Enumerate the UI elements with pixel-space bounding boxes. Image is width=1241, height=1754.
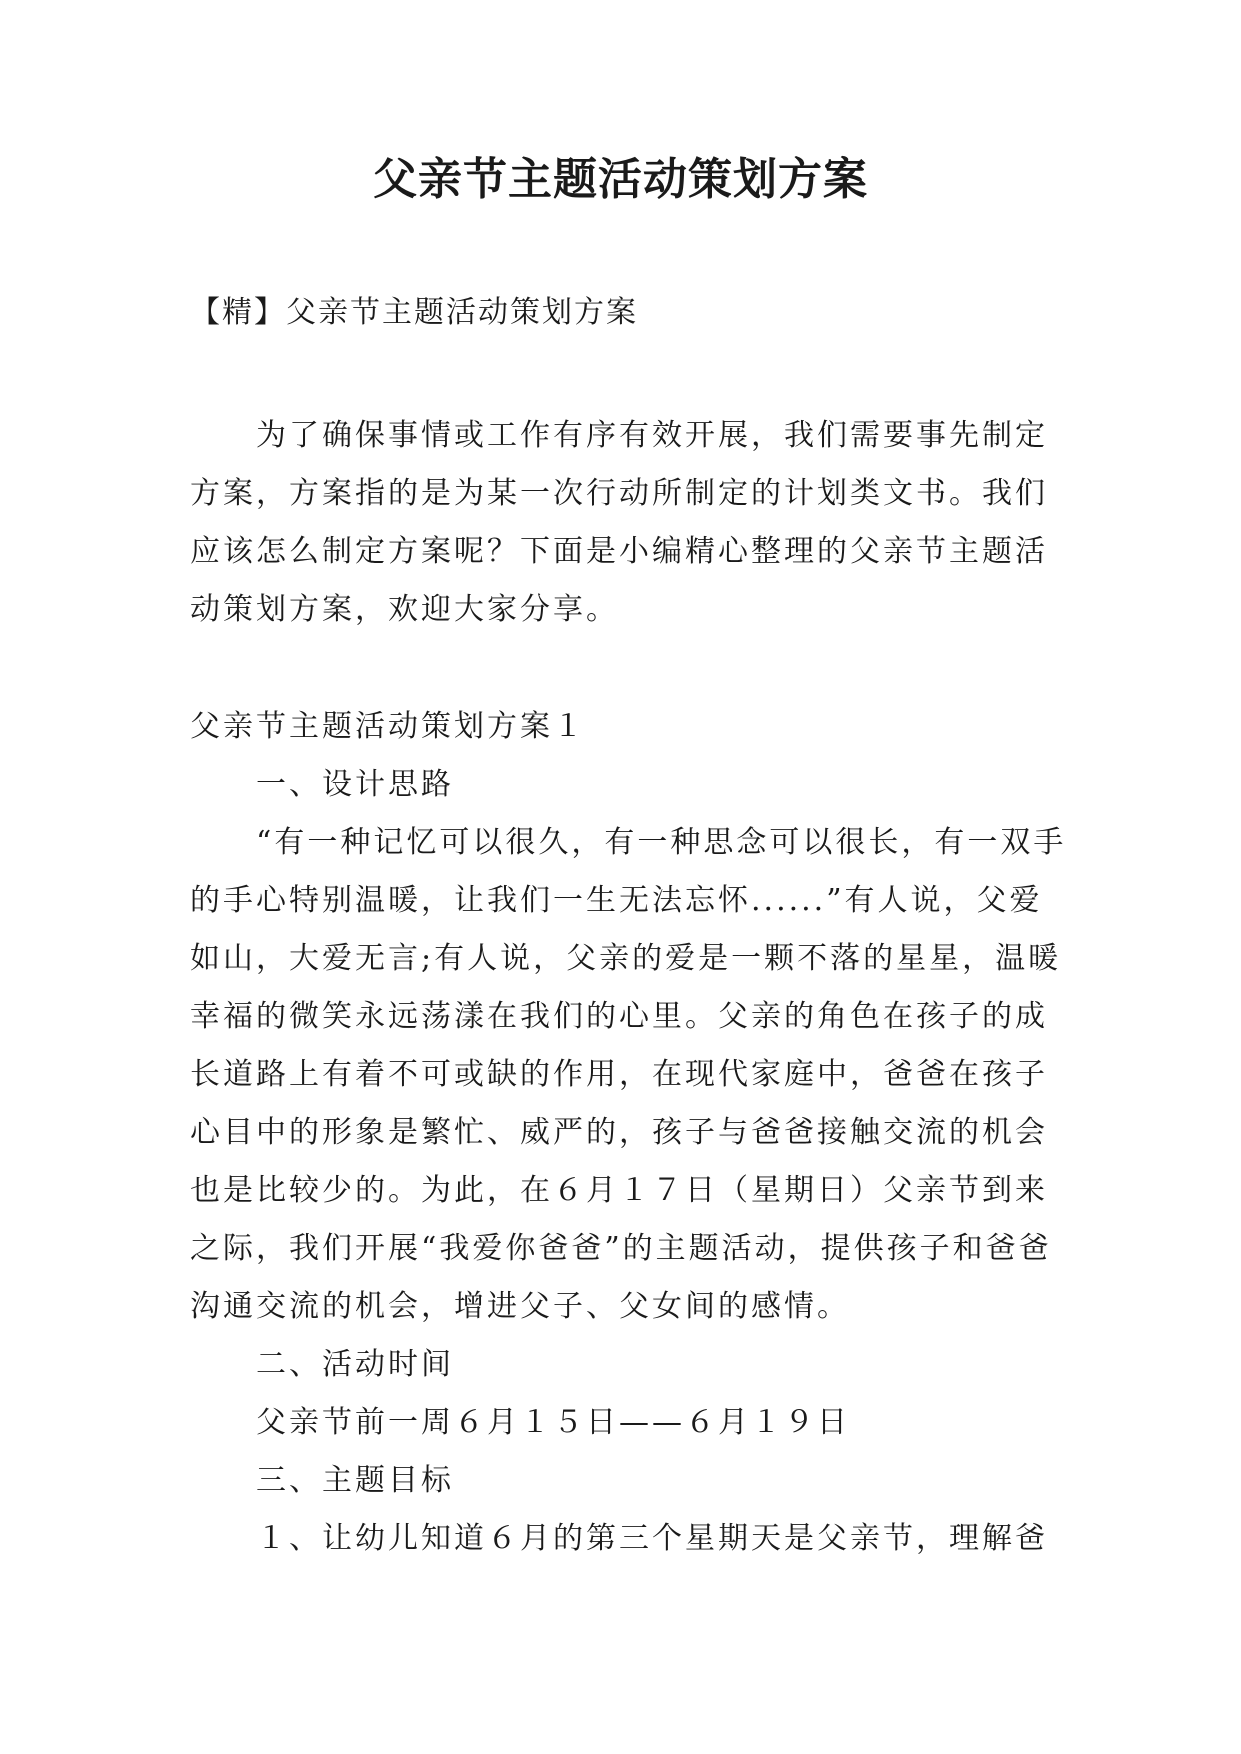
document-body <box>190 698 1070 1568</box>
design-paragraph: “有一种记忆可以很久，有一种思念可以很长，有一双手的手心特别温暖，让我们一生无法忘怀......”有人说，父爱如山，大爱无言;有人说，父亲的爱是一颗不落的星星，温暖幸福的微笑永远荡漾在我们的心里。父亲的角色在孩子的成长道路上有着不可或缺的作用，在现代家庭中，爸爸在孩子心目中的形象是繁忙、威严的，孩子与爸爸接触交流的机会也是比较少的。为此，在６月１７日（星期日）父亲节到来之际，我们开展“我爱你爸爸”的主题活动，提供孩子和爸爸沟通交流的机会，增进父子、父女间的感情。 <box>190 825 1067 1324</box>
document-subtitle: 【精】父亲节主题活动策划方案 <box>190 295 638 330</box>
goal-item-1: １、让幼儿知道６月的第三个星期天是父亲节，理解爸 <box>256 1521 1048 1556</box>
heading-design: 一、设计思路 <box>256 767 454 802</box>
section-title: 父亲节主题活动策划方案１ <box>190 709 586 744</box>
time-paragraph: 父亲节前一周６月１５日——６月１９日 <box>256 1405 850 1440</box>
document-title: 父亲节主题活动策划方案 <box>373 154 868 205</box>
intro-paragraph: 为了确保事情或工作有序有效开展，我们需要事先制定方案，方案指的是为某一次行动所制定的计划类文书。我们应该怎么制定方案呢？下面是小编精心整理的父亲节主题活动策划方案，欢迎大家分享。 <box>190 418 1048 627</box>
heading-time: 二、活动时间 <box>256 1347 454 1382</box>
heading-goal: 三、主题目标 <box>256 1463 454 1498</box>
